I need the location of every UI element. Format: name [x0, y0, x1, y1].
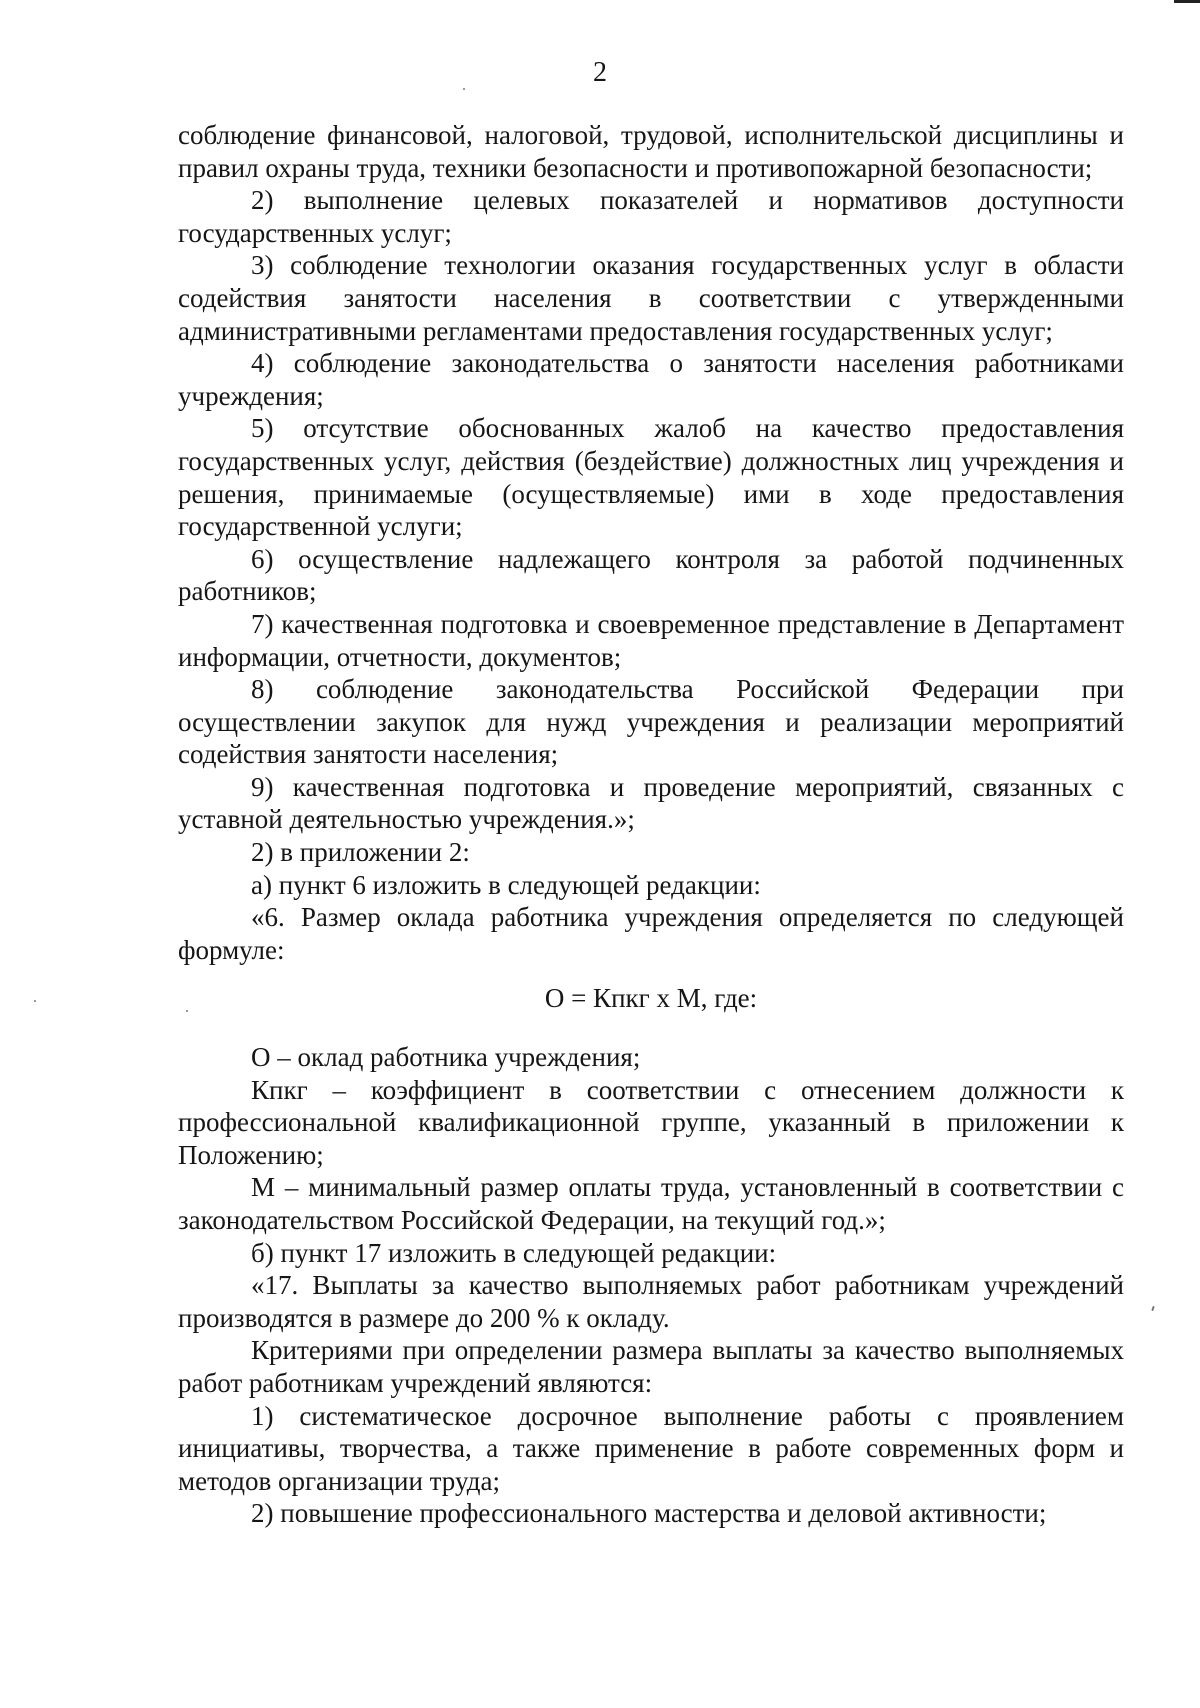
paragraph: соблюдение финансовой, налоговой, трудовой, исполнительской дисциплины и правил охраны труда, техники безопасности и противопожарной безопасности;	[178, 120, 1124, 183]
paragraph: 2) повышение профессионального мастерства и деловой активности;	[251, 1498, 1047, 1529]
paragraph: 1) систематическое досрочное выполнение работы с проявлением инициативы, творчества, а также применение в работе современных форм и методов организации труда;	[178, 1400, 1124, 1496]
paragraph: 2) в приложении 2:	[251, 837, 470, 868]
scan-speck	[463, 88, 465, 90]
paragraph: а) пункт 6 изложить в следующей редакции:	[251, 869, 761, 900]
page-number: 2	[593, 57, 607, 88]
paragraph: 3) соблюдение технологии оказания государственных услуг в области содействия занятости населения в соответствии с утвержденными административными регламентами предоставления государственных услуг;	[178, 250, 1124, 346]
paragraph: 2) выполнение целевых показателей и нормативов доступности государственных услуг;	[178, 185, 1124, 248]
formula: О = Кпкг х М, где:	[544, 983, 758, 1014]
scan-speck	[1151, 1306, 1155, 1311]
paragraph: Критериями при определении размера выплаты за качество выполняемых работ работникам учреждений являются:	[178, 1335, 1124, 1398]
paragraph: 4) соблюдение законодательства о занятости населения работниками учреждения;	[178, 348, 1124, 411]
paragraph: «17. Выплаты за качество выполняемых работ работникам учреждений производятся в размере до 200 % к окладу.	[178, 1270, 1124, 1333]
paragraph: 5) отсутствие обоснованных жалоб на качество предоставления государственных услуг, действия (бездействие) должностных лиц учреждения и решения, принимаемые (осуществляемые) ими в ходе предоставления государственной услуги;	[178, 413, 1124, 542]
paragraph: Кпкг – коэффициент в соответствии с отнесением должности к профессиональной квалификационной группе, указанный в приложении к Положению;	[178, 1074, 1124, 1170]
paragraph: б) пункт 17 изложить в следующей редакции:	[251, 1237, 777, 1268]
paragraph: 9) качественная подготовка и проведение мероприятий, связанных с уставной деятельностью учреждения.»;	[178, 771, 1124, 835]
paragraph: О – оклад работника учреждения;	[251, 1042, 641, 1073]
paragraph: М – минимальный размер оплаты труда, установленный в соответствии с законодательством Российской Федерации, на текущий год.»;	[178, 1172, 1124, 1235]
paragraph: 7) качественная подготовка и своевременное представление в Департамент информации, отчетности, документов;	[178, 608, 1124, 672]
paragraph: 6) осуществление надлежащего контроля за работой подчиненных работников;	[178, 543, 1124, 607]
scan-speck	[34, 1000, 36, 1002]
document-body	[178, 119, 1124, 1530]
paragraph: «6. Размер оклада работника учреждения определяется по следующей формуле:	[178, 902, 1124, 965]
scan-corner-mark	[1174, 0, 1200, 3]
paragraph: 8) соблюдение законодательства Российской Федерации при осуществлении закупок для нужд учреждения и реализации мероприятий содействия занятости населения;	[178, 674, 1124, 770]
